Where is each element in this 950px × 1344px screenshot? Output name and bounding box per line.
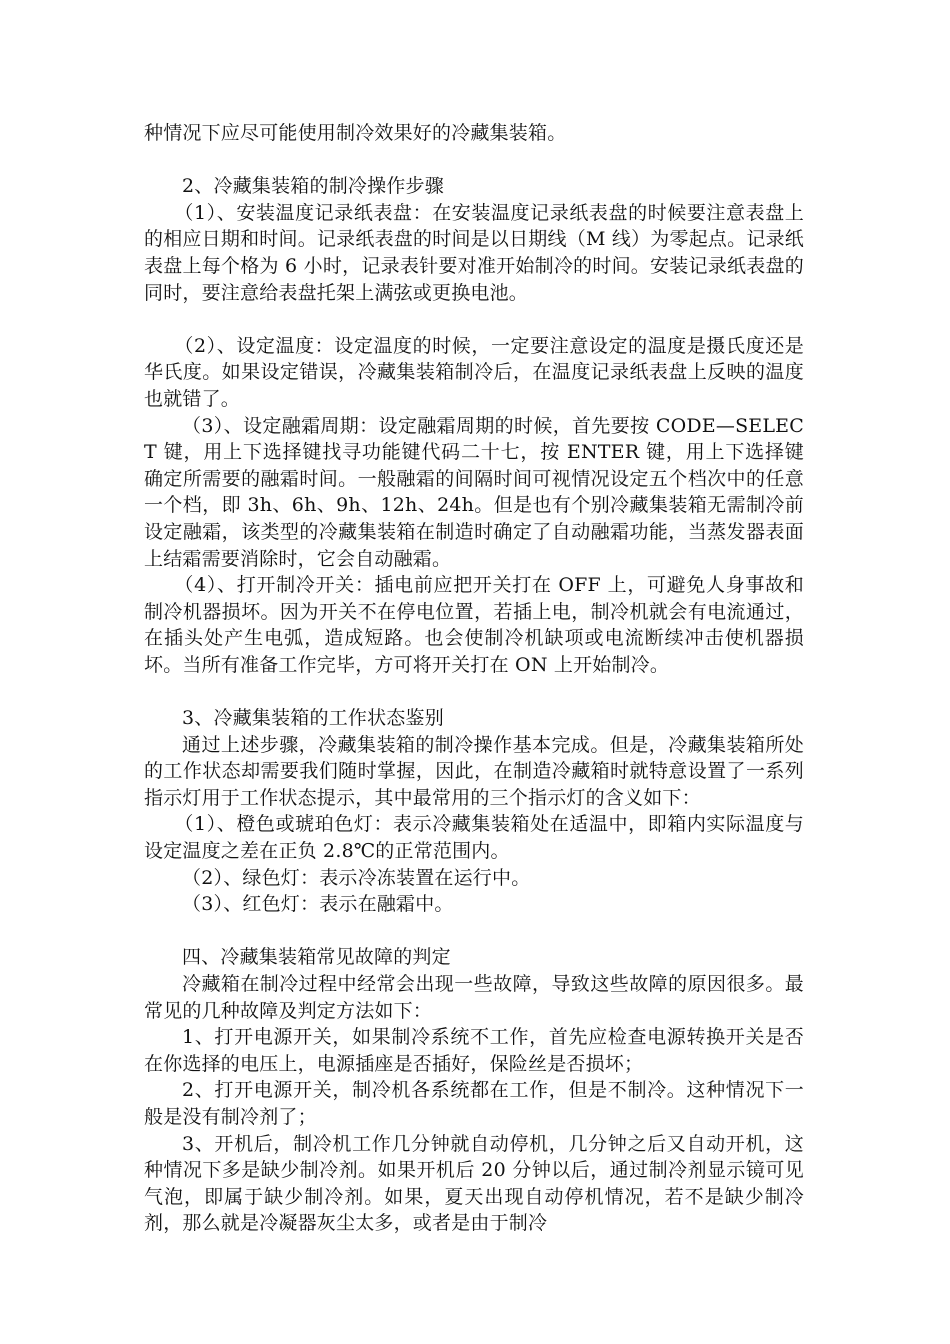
paragraph-light-orange: （1）、橙色或琥珀色灯：表示冷藏集装箱处在适温中，即箱内实际温度与设定温度之差在正负 2.8℃的正常范围内。	[144, 813, 804, 863]
section-heading-faults: 四、冷藏集装箱常见故障的判定	[182, 946, 451, 969]
paragraph-faults-intro: 冷藏箱在制冷过程中经常会出现一些故障，导致这些故障的原因很多。最常见的几种故障及判定方法如下：	[144, 973, 804, 1022]
paragraph-step-2: （2）、设定温度：设定温度的时候，一定要注意设定的温度是摄氏度还是华氏度。如果设定错误，冷藏集装箱制冷后，在温度记录纸表盘上反映的温度也就错了。	[144, 334, 804, 410]
paragraph-spacer	[144, 147, 804, 174]
paragraph-fault-1: 1、打开电源开关，如果制冷系统不工作，首先应检查电源转换开关是否在你选择的电压上，电源插座是否插好，保险丝是否损坏；	[144, 1026, 804, 1075]
paragraph-spacer	[144, 678, 804, 705]
paragraph-step-1: （1）、安装温度记录纸表盘：在安装温度记录纸表盘的时候要注意表盘上的相应日期和时间。记录纸表盘的时间是以日期线（M 线）为零起点。记录纸表盘上每个格为 6 小时，记录表针要对准开始制冷的时间。安装记录纸表盘的同时，要注意给表盘托架上满弦或更换电池。	[144, 201, 804, 304]
paragraph-spacer	[144, 918, 804, 945]
paragraph-fault-3: 3、开机后，制冷机工作几分钟就自动停机，几分钟之后又自动开机，这种情况下多是缺少制冷剂。如果开机后 20 分钟以后，通过制冷剂显示镜可见气泡，即属于缺少制冷剂。如果，夏天出现自动停机情况，若不是缺少制冷剂，那么就是冷凝器灰尘太多，或者是由于制冷	[144, 1132, 804, 1235]
paragraph-light-red: （3）、红色灯：表示在融霜中。	[182, 893, 454, 916]
paragraph-step-3: （3）、设定融霜周期：设定融霜周期的时候，首先要按 CODE—SELECT 键，用上下选择键找寻功能键代码二十七，按 ENTER 键，用上下选择键确定所需要的融霜时间。一般融霜的间隔时间可视情况设定五个档次中的任意一个档，即 3h、6h、9h、12h、24h。但是也有个别冷藏集装箱无需制冷前设定融霜，该类型的冷藏集装箱在制造时确定了自动融霜功能，当蒸发器表面上结霜需要消除时，它会自动融霜。	[144, 414, 804, 570]
paragraph-step-4: （4）、打开制冷开关：插电前应把开关打在 OFF 上，可避免人身事故和制冷机器损坏。因为开关不在停电位置，若插上电，制冷机就会有电流通过，在插头处产生电弧，造成短路。也会使制冷机缺项或电流断续冲击使机器损坏。当所有准备工作完毕，方可将开关打在 ON 上开始制冷。	[144, 574, 804, 676]
paragraph-fault-2: 2、打开电源开关，制冷机各系统都在工作，但是不制冷。这种情况下一般是没有制冷剂了；	[144, 1079, 804, 1128]
paragraph-light-green: （2）、绿色灯：表示冷冻装置在运行中。	[182, 866, 531, 889]
document-body	[144, 120, 804, 1237]
paragraph-spacer	[144, 306, 804, 333]
section-heading-operation-steps: 2、冷藏集装箱的制冷操作步骤	[182, 175, 444, 198]
section-heading-status: 3、冷藏集装箱的工作状态鉴别	[182, 707, 444, 730]
paragraph-status-intro: 通过上述步骤，冷藏集装箱的制冷操作基本完成。但是，冷藏集装箱所处的工作状态却需要我们随时掌握，因此，在制造冷藏箱时就特意设置了一系列指示灯用于工作状态提示，其中最常用的三个指示灯的含义如下：	[144, 733, 804, 809]
paragraph-continuation: 种情况下应尽可能使用制冷效果好的冷藏集装箱。	[144, 122, 567, 144]
